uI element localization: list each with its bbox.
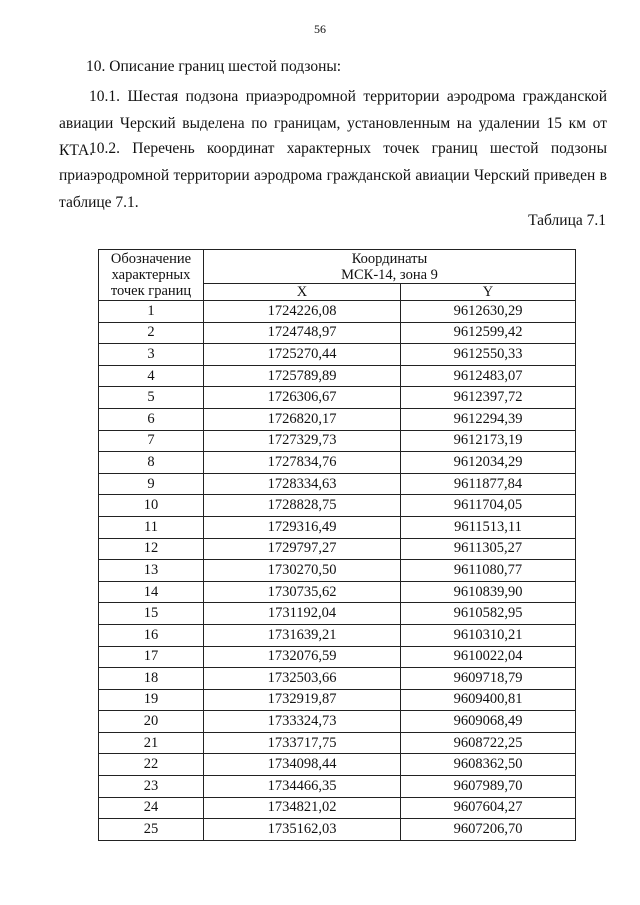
cell-x: 1724748,97 <box>204 322 401 344</box>
cell-y: 9612173,19 <box>401 430 576 452</box>
cell-point-number: 12 <box>99 538 204 560</box>
cell-y: 9607604,27 <box>401 797 576 819</box>
cell-x: 1732503,66 <box>204 668 401 690</box>
cell-point-number: 17 <box>99 646 204 668</box>
cell-x: 1729316,49 <box>204 516 401 538</box>
table-row <box>99 624 576 646</box>
header-x: X <box>204 284 401 301</box>
table-row <box>99 408 576 430</box>
cell-point-number: 24 <box>99 797 204 819</box>
cell-y: 9609068,49 <box>401 711 576 733</box>
cell-y: 9612630,29 <box>401 301 576 323</box>
cell-point-number: 11 <box>99 516 204 538</box>
cell-point-number: 14 <box>99 581 204 603</box>
cell-x: 1724226,08 <box>204 301 401 323</box>
cell-x: 1734098,44 <box>204 754 401 776</box>
cell-y: 9609718,79 <box>401 668 576 690</box>
cell-y: 9612294,39 <box>401 408 576 430</box>
cell-x: 1727329,73 <box>204 430 401 452</box>
table-row <box>99 668 576 690</box>
paragraph-10-2: 10.2. Перечень координат характерных точек границ шестой подзоны приаэродромной территории аэродрома гражданской авиации Черский приведен в таблице 7.1. <box>59 140 607 211</box>
paragraph-10-1: 10.1. Шестая подзона приаэродромной территории аэродрома гражданской авиации Черский выделена по границам, установленным на удалении 15 км от КТА. <box>59 88 607 159</box>
cell-point-number: 19 <box>99 689 204 711</box>
cell-y: 9608362,50 <box>401 754 576 776</box>
cell-x: 1728334,63 <box>204 473 401 495</box>
cell-x: 1726820,17 <box>204 408 401 430</box>
cell-point-number: 1 <box>99 301 204 323</box>
table-row <box>99 689 576 711</box>
cell-x: 1730270,50 <box>204 560 401 582</box>
cell-y: 9607206,70 <box>401 819 576 841</box>
cell-y: 9610582,95 <box>401 603 576 625</box>
cell-y: 9612483,07 <box>401 365 576 387</box>
cell-y: 9607989,70 <box>401 776 576 798</box>
cell-point-number: 2 <box>99 322 204 344</box>
cell-x: 1725270,44 <box>204 344 401 366</box>
cell-point-number: 5 <box>99 387 204 409</box>
table-row <box>99 819 576 841</box>
table-row <box>99 322 576 344</box>
cell-x: 1728828,75 <box>204 495 401 517</box>
header-coordinates <box>204 250 576 284</box>
cell-x: 1731639,21 <box>204 624 401 646</box>
table-row <box>99 473 576 495</box>
cell-point-number: 9 <box>99 473 204 495</box>
cell-point-number: 20 <box>99 711 204 733</box>
table-row <box>99 754 576 776</box>
cell-y: 9610310,21 <box>401 624 576 646</box>
cell-point-number: 4 <box>99 365 204 387</box>
page-number: 56 <box>314 22 326 36</box>
cell-y: 9610022,04 <box>401 646 576 668</box>
cell-x: 1733324,73 <box>204 711 401 733</box>
cell-y: 9610839,90 <box>401 581 576 603</box>
cell-point-number: 13 <box>99 560 204 582</box>
cell-point-number: 15 <box>99 603 204 625</box>
cell-point-number: 22 <box>99 754 204 776</box>
table-caption: Таблица 7.1 <box>528 212 606 229</box>
cell-point-number: 16 <box>99 624 204 646</box>
header-point-label: Обозначение характерных точек границ <box>99 250 204 301</box>
table-row <box>99 797 576 819</box>
cell-x: 1734466,35 <box>204 776 401 798</box>
cell-y: 9608722,25 <box>401 732 576 754</box>
table-row <box>99 538 576 560</box>
cell-x: 1730735,62 <box>204 581 401 603</box>
cell-point-number: 18 <box>99 668 204 690</box>
cell-y: 9609400,81 <box>401 689 576 711</box>
table-row <box>99 387 576 409</box>
cell-point-number: 21 <box>99 732 204 754</box>
cell-x: 1734821,02 <box>204 797 401 819</box>
cell-x: 1727834,76 <box>204 452 401 474</box>
cell-x: 1726306,67 <box>204 387 401 409</box>
cell-y: 9612599,42 <box>401 322 576 344</box>
cell-x: 1735162,03 <box>204 819 401 841</box>
table-row <box>99 452 576 474</box>
table-row <box>99 344 576 366</box>
header-coordinates-title: Координаты <box>351 251 428 267</box>
section-heading: 10. Описание границ шестой подзоны: <box>86 58 342 75</box>
cell-x: 1725789,89 <box>204 365 401 387</box>
cell-y: 9611704,05 <box>401 495 576 517</box>
cell-point-number: 6 <box>99 408 204 430</box>
cell-point-number: 10 <box>99 495 204 517</box>
cell-y: 9611877,84 <box>401 473 576 495</box>
table-row <box>99 301 576 323</box>
table-row <box>99 603 576 625</box>
table-row <box>99 776 576 798</box>
cell-x: 1732076,59 <box>204 646 401 668</box>
table-row <box>99 732 576 754</box>
header-coordinates-system: МСК-14, зона 9 <box>341 267 438 283</box>
table-row <box>99 430 576 452</box>
cell-y: 9611305,27 <box>401 538 576 560</box>
table-row <box>99 581 576 603</box>
table-row <box>99 711 576 733</box>
cell-y: 9612034,29 <box>401 452 576 474</box>
cell-x: 1733717,75 <box>204 732 401 754</box>
cell-x: 1731192,04 <box>204 603 401 625</box>
cell-x: 1732919,87 <box>204 689 401 711</box>
cell-y: 9612397,72 <box>401 387 576 409</box>
cell-point-number: 8 <box>99 452 204 474</box>
coordinates-table <box>98 249 576 841</box>
table-row <box>99 560 576 582</box>
table-row <box>99 365 576 387</box>
cell-y: 9612550,33 <box>401 344 576 366</box>
table-row <box>99 516 576 538</box>
cell-point-number: 23 <box>99 776 204 798</box>
table-row <box>99 495 576 517</box>
cell-point-number: 25 <box>99 819 204 841</box>
cell-point-number: 7 <box>99 430 204 452</box>
cell-point-number: 3 <box>99 344 204 366</box>
cell-x: 1729797,27 <box>204 538 401 560</box>
cell-y: 9611080,77 <box>401 560 576 582</box>
header-y: Y <box>401 284 576 301</box>
table-row <box>99 646 576 668</box>
cell-y: 9611513,11 <box>401 516 576 538</box>
